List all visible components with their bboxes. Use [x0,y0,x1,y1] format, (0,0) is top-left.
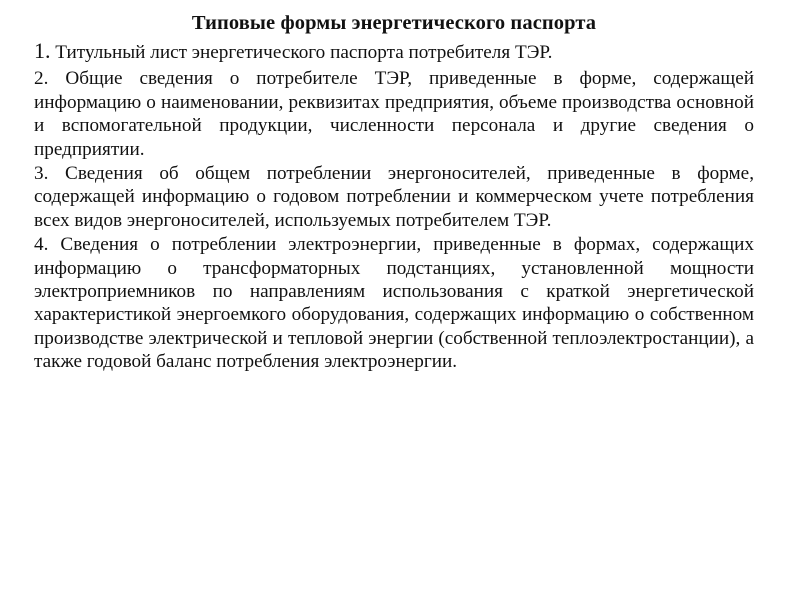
list-item-3 [34,162,754,232]
slide-title: Типовые формы энергетического паспорта [191,12,597,34]
list-item-number: 2. [34,68,49,90]
list-item-text: Общие сведения о потребителе ТЭР, приведенные в форме, содержащей информацию о наименовании, реквизитах предприятия, объеме производства основной и вспомогательной продукции, численности персонала и другие сведения о предприятии. [34,68,754,160]
list-item-number: 1. [34,38,51,63]
list-item-2 [34,67,754,161]
list-item-number: 3. [34,163,49,185]
list-item-text: Титульный лист энергетического паспорта потребителя ТЭР. [50,42,553,63]
list-item-4 [34,233,754,373]
list-item-text: Сведения об общем потреблении энергоносителей, приведенные в форме, содержащей информацию о годовом потреблении и коммерческом учете потребления всех видов энергоносителей, используемых потребителем ТЭР. [34,163,754,231]
list-item-text: Сведения о потреблении электроэнергии, приведенные в формах, содержащих информацию о трансформаторных подстанциях, установленной мощности электроприемников по направлениям использования с краткой энергетической характеристикой энергоемкого оборудования, содержащих информацию о собственном производстве электрической и тепловой энергии (собственной теплоэлектростанции), а также годовой баланс потребления электроэнергии. [34,234,754,373]
list-item-number: 4. [34,234,49,256]
list-item-1 [34,39,754,64]
slide-content [34,7,754,374]
